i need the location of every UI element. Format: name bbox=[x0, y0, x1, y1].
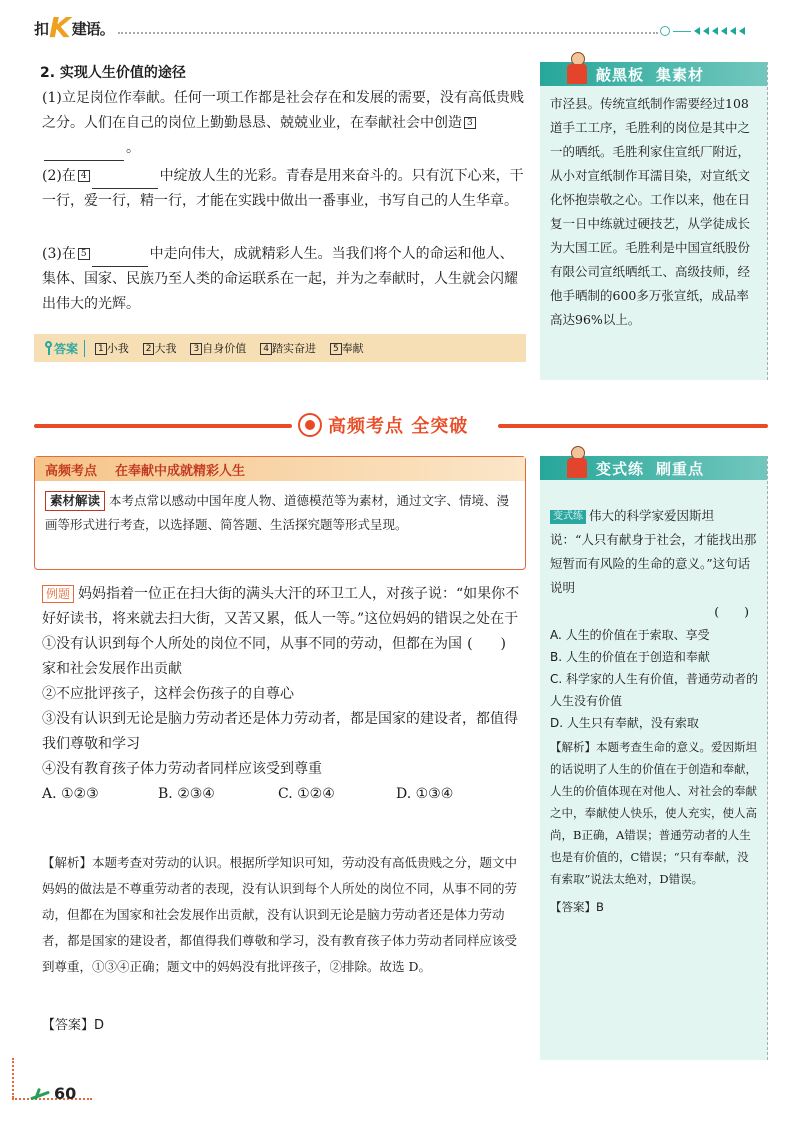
practice-header-1: 变式练 bbox=[596, 459, 645, 478]
example-stem bbox=[42, 582, 526, 652]
paragraph-1-text: (1)立足岗位作奉献。任何一项工作都是社会存在和发展的需要，没有高低贵贱之分。人们在自己的岗位上勤勤恳恳、兢兢业业，在奉献社会中创造 bbox=[42, 90, 524, 131]
material-tag: 素材解读 bbox=[45, 491, 105, 511]
section-heading: 2. 实现人生价值的途径 bbox=[40, 65, 186, 81]
practice-stem-text: 伟大的科学家爱因斯坦说：“人只有献身于社会，才能找出那短暂而有风险的生命的意义。”这句话说明 bbox=[550, 508, 757, 595]
footer-deco bbox=[12, 1058, 18, 1098]
answer-item-5 bbox=[328, 340, 364, 356]
paragraph-2-text: 中绽放人生的光彩。青春是用来奋斗的。只有沉下心来，干一行，爱一行，精一行，才能在实践中做出一番事业，书写自己的人生华章。 bbox=[42, 168, 524, 209]
example-options bbox=[42, 782, 526, 807]
practice-option-b[interactable]: B. 人生的价值在于创造和奉献 bbox=[550, 650, 710, 664]
paragraph-3 bbox=[42, 242, 524, 317]
practice-analysis: 【解析】本题考查生命的意义。爱因斯坦的话说明了人生的价值在于创造和奉献，人生的价值体现在对他人、对社会的奉献之中，奉献使人快乐，使人充实，使人高尚，B正确，A错误；普通劳动者的人生也是有价值的，C错误；“只有奉献，没有索取”说法太绝对，D错误。 bbox=[550, 740, 757, 886]
paragraph-2 bbox=[42, 164, 524, 214]
paragraph-3-start: (3)在 bbox=[42, 246, 76, 262]
footer bbox=[28, 1084, 76, 1103]
example-stem-text: 妈妈指着一位正在扫大街的满头大汗的环卫工人，对孩子说：“如果你不好好读书，将来就去扫大街，又苦又累，低人一等。”这位妈妈的错误之处在于 bbox=[42, 586, 520, 627]
key-icon bbox=[44, 341, 54, 355]
practice-answer: 【答案】B bbox=[550, 900, 604, 914]
arrow-left-icon bbox=[694, 27, 700, 35]
blackboard-header-1: 敲黑板 bbox=[596, 65, 645, 84]
header-decoration bbox=[660, 26, 745, 36]
answer-text: 自身价值 bbox=[202, 342, 247, 355]
person-icon bbox=[564, 446, 590, 480]
answer-num: 5 bbox=[330, 343, 342, 355]
answer-label: 答案 bbox=[54, 340, 85, 357]
example-analysis: 【解析】本题考查对劳动的认识。根据所学知识可知，劳动没有高低贵贱之分，题文中妈妈的做法是不尊重劳动者的表现，没有认识到每个人所处的岗位不同，从事不同的劳动，但都在为国家和社会发展作出贡献，没有认识到无论是脑力劳动者还是体力劳动者，都是国家的建设者，都值得我们尊敬和学习，没有教育孩子体力劳动者同样应该受到尊重，①③④正确；题文中的妈妈没有批评孩子，②排除。故选 D。 bbox=[42, 855, 518, 974]
banner-line-left bbox=[34, 424, 292, 428]
answer-item-2 bbox=[141, 340, 177, 356]
blank-number: 4 bbox=[78, 170, 90, 182]
arrow-left-icon bbox=[721, 27, 727, 35]
fill-blank[interactable] bbox=[92, 250, 148, 267]
topic-title bbox=[35, 457, 525, 481]
blackboard-text: 市泾县。传统宣纸制作需要经过108道手工工序，毛胜利的岗位是其中之一的晒纸。毛胜利家住宣纸厂附近，从小对宣纸制作耳濡目染，对宣纸文化怀抱崇敬之心。工作以来，他在日复一日中练就过硬技艺，从学徒成长为大国工匠。毛胜利是中国宣纸股份有限公司宣纸晒纸工、高级技师，经他手晒制的600多万张宣纸，成品率高达96%以上。 bbox=[550, 96, 751, 327]
example-question bbox=[42, 582, 526, 807]
blank-number: 5 bbox=[78, 248, 90, 260]
answer-bar bbox=[34, 334, 526, 362]
option-c[interactable]: C. ①②④ bbox=[278, 786, 335, 802]
ring-icon bbox=[660, 26, 670, 36]
arrow-left-icon bbox=[712, 27, 718, 35]
answer-item-1 bbox=[93, 340, 129, 356]
option-b[interactable]: B. ②③④ bbox=[158, 786, 215, 802]
answer-text: 小我 bbox=[106, 342, 129, 355]
deco-dash bbox=[673, 31, 691, 32]
topic-box bbox=[34, 456, 526, 570]
logo-k-letter: K bbox=[49, 11, 71, 44]
logo bbox=[34, 11, 114, 44]
answer-paren: ( ) bbox=[467, 636, 506, 652]
example-answer: 【答案】D bbox=[42, 1018, 105, 1033]
answer-num: 4 bbox=[260, 343, 272, 355]
answer-text: 踏实奋进 bbox=[271, 342, 316, 355]
person-icon bbox=[564, 52, 590, 86]
practice-tag: 变式练 bbox=[550, 510, 586, 524]
arrow-left-icon bbox=[730, 27, 736, 35]
banner-title: 高频考点 全突破 bbox=[328, 416, 469, 437]
paragraph-1-end: 。 bbox=[126, 140, 140, 156]
statement-2: ②不应批评孩子，这样会伤孩子的自尊心 bbox=[42, 686, 294, 702]
example-tag: 例题 bbox=[42, 585, 74, 603]
answer-num: 2 bbox=[143, 343, 155, 355]
logo-right-text: 建语。 bbox=[71, 19, 114, 38]
answer-num: 3 bbox=[190, 343, 202, 355]
page-number: 60 bbox=[54, 1084, 77, 1103]
header-divider bbox=[118, 32, 658, 34]
logo-left-text: 扣 bbox=[34, 19, 49, 38]
practice-option-a[interactable]: A. 人生的价值在于索取、享受 bbox=[550, 628, 710, 642]
blackboard-box bbox=[540, 62, 768, 380]
practice-option-d[interactable]: D. 人生只有奉献，没有索取 bbox=[550, 716, 699, 730]
answer-num: 1 bbox=[95, 343, 107, 355]
blackboard-header-2: 集素材 bbox=[656, 65, 705, 84]
statement-3: ③没有认识到无论是脑力劳动者还是体力劳动者，都是国家的建设者，都值得我们尊敬和学习 bbox=[42, 711, 518, 752]
option-a[interactable]: A. ①②③ bbox=[42, 786, 99, 802]
topic-body-text: 本考点常以感动中国年度人物、道德模范等为素材，通过文字、情境、漫画等形式进行考查，以选择题、简答题、生活探究题等形式呈现。 bbox=[45, 493, 510, 532]
practice-stem bbox=[540, 480, 767, 624]
paragraph-3-text: 中走向伟大，成就精彩人生。当我们将个人的命运和他人、集体、国家、民族乃至人类的命运联系在一起，并为之奉献时，人生就会闪耀出伟大的光辉。 bbox=[42, 246, 518, 312]
blank-number: 3 bbox=[464, 117, 476, 129]
paragraph-2-start: (2)在 bbox=[42, 168, 76, 184]
fill-blank[interactable] bbox=[92, 172, 158, 189]
option-d[interactable]: D. ①③④ bbox=[396, 786, 454, 802]
practice-option-c[interactable]: C. 科学家的人生有价值，普通劳动者的人生没有价值 bbox=[550, 672, 759, 708]
arrow-left-icon bbox=[739, 27, 745, 35]
runner-icon bbox=[28, 1086, 54, 1102]
section-banner bbox=[298, 410, 468, 440]
topic-title-label: 高频考点 bbox=[45, 463, 98, 479]
topic-body bbox=[35, 481, 525, 537]
banner-line-right bbox=[498, 424, 768, 428]
answer-text: 大我 bbox=[154, 342, 177, 355]
practice-header-2: 刷重点 bbox=[656, 459, 705, 478]
arrow-left-icon bbox=[703, 27, 709, 35]
paragraph-1 bbox=[42, 86, 524, 161]
answer-text: 奉献 bbox=[341, 342, 364, 355]
target-icon bbox=[298, 413, 322, 437]
fill-blank[interactable] bbox=[44, 144, 124, 161]
answer-item-4 bbox=[258, 340, 316, 356]
practice-box bbox=[540, 456, 768, 1060]
statement-1: ①没有认识到每个人所处的岗位不同，从事不同的劳动，但都在为国家和社会发展作出贡献 bbox=[42, 636, 462, 677]
topic-title-text: 在奉献中成就精彩人生 bbox=[115, 463, 246, 479]
answer-paren: ( ) bbox=[714, 604, 749, 619]
answer-item-3 bbox=[188, 340, 246, 356]
statement-4: ④没有教育孩子体力劳动者同样应该受到尊重 bbox=[42, 761, 322, 777]
